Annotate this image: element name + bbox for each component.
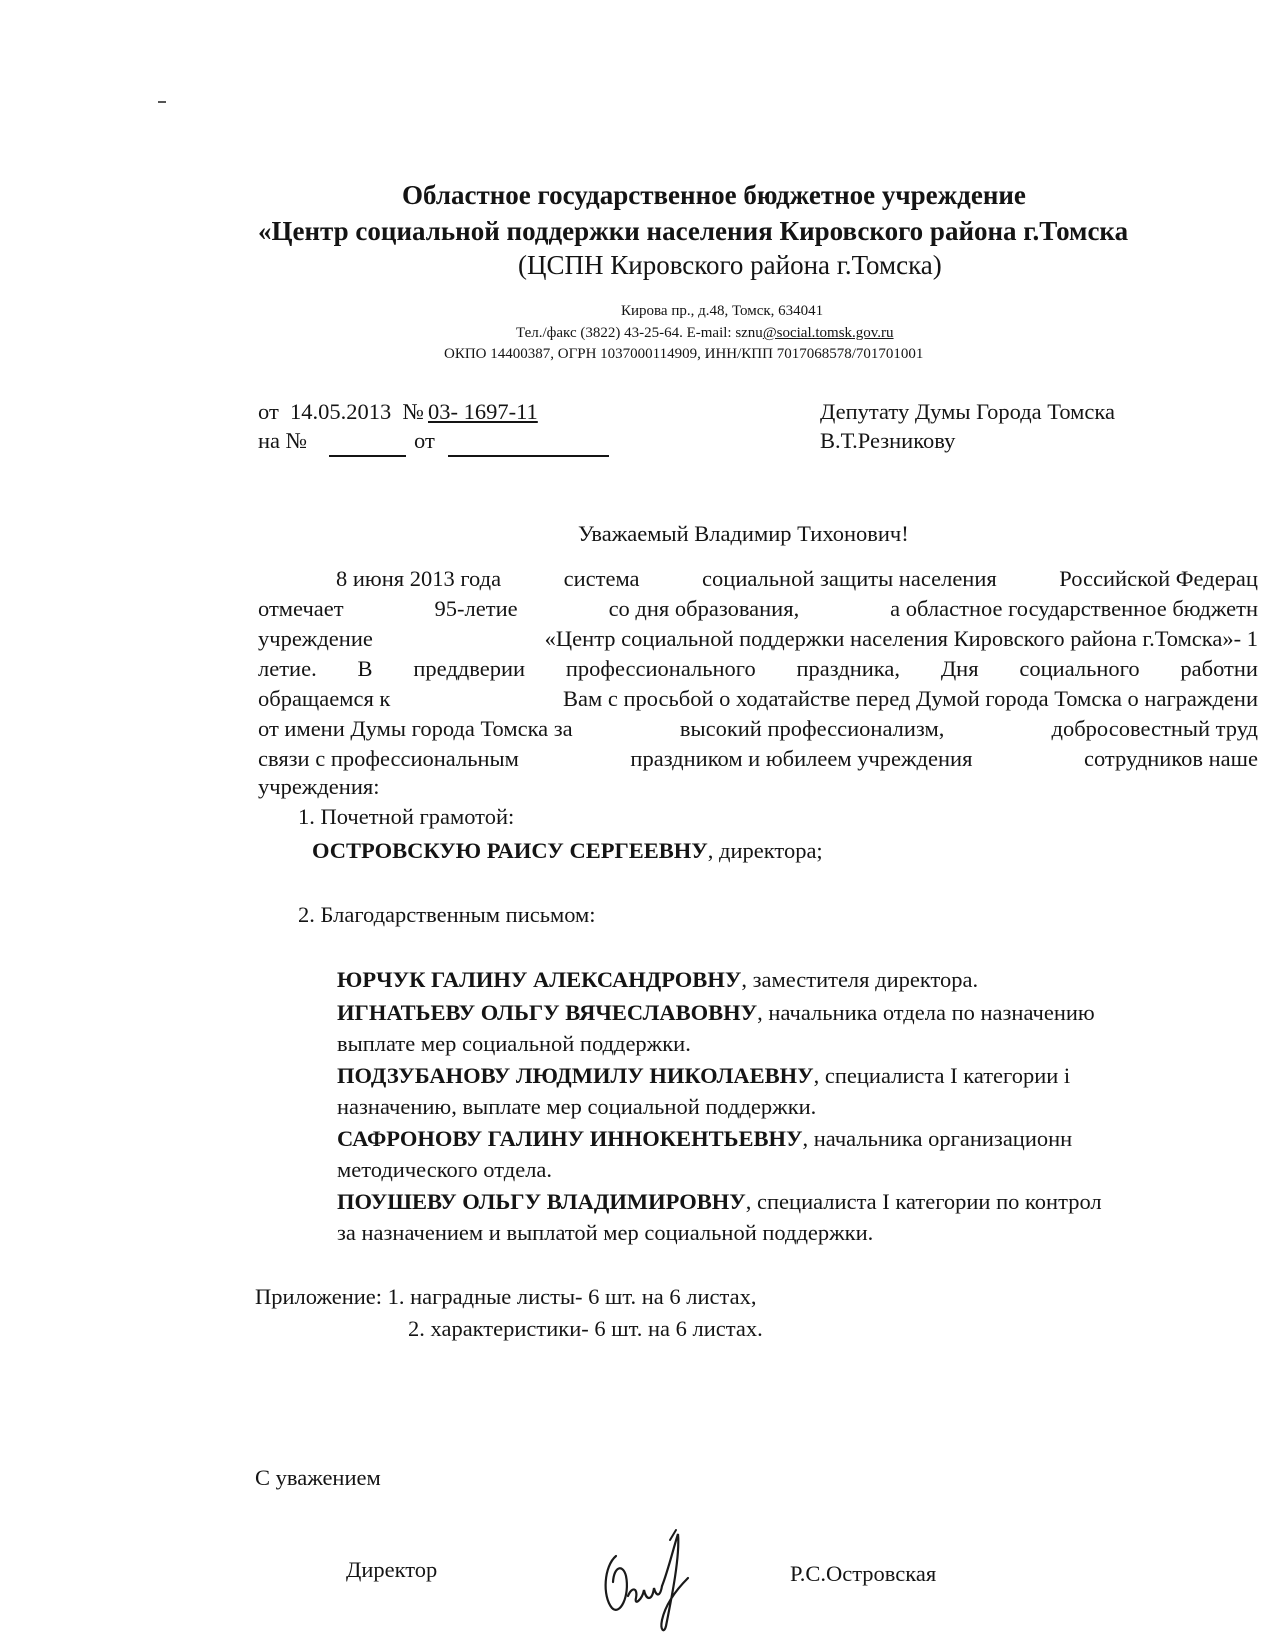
letter-date: 14.05.2013 — [290, 399, 392, 424]
body-word: сотрудников наше — [1083, 746, 1258, 771]
person-name: ЮРЧУК ГАЛИНУ АЛЕКСАНДРОВНУ — [337, 967, 742, 992]
body-word: от имени Думы города Томска за — [258, 716, 573, 741]
award2-person — [337, 1000, 1095, 1026]
outgoing-reference — [258, 399, 538, 425]
person-name: ИГНАТЬЕВУ ОЛЬГУ ВЯЧЕСЛАВОВНУ — [337, 1000, 758, 1025]
body-word: праздника, — [796, 656, 901, 681]
attachments-label: Приложение: — [255, 1284, 383, 1309]
body-word: Российской Федерац — [1059, 566, 1258, 591]
signature-image — [596, 1526, 711, 1636]
person-name: САФРОНОВУ ГАЛИНУ ИННОКЕНТЬЕВНУ — [337, 1126, 803, 1151]
body-word: праздником и юбилеем учреждения — [630, 746, 973, 771]
body-line — [258, 656, 1258, 686]
reply-date-blank — [448, 455, 609, 457]
award2-person — [337, 1063, 1070, 1089]
org-short-name: (ЦСПН Кировского района г.Томска) — [518, 250, 942, 280]
body-line — [258, 686, 1258, 716]
person-name: ПОУШЕВУ ОЛЬГУ ВЛАДИМИРОВНУ — [337, 1189, 746, 1214]
award1-title: 1. Почетной грамотой: — [298, 804, 515, 829]
org-codes: ОКПО 14400387, ОГРН 1037000114909, ИНН/КПП 7017068578/701701001 — [444, 346, 924, 362]
body-line — [258, 626, 1258, 656]
body-word: профессионального — [565, 656, 756, 681]
award1-name: ОСТРОВСКУЮ РАИСУ СЕРГЕЕВНУ — [312, 838, 708, 863]
closing-regards: С уважением — [255, 1465, 381, 1490]
signer-position: Директор — [346, 1557, 438, 1582]
reply-number-blank — [329, 455, 406, 457]
body-word: добросовестный труд — [1051, 716, 1258, 741]
body-word: летие. — [258, 656, 317, 681]
org-name-line2: «Центр социальной поддержки населения Кировского района г.Томска — [258, 216, 1129, 246]
body-line-last: учреждения: — [258, 774, 380, 799]
body-word: связи с профессиональным — [258, 746, 519, 771]
person-role: , заместителя директора. — [741, 967, 979, 992]
body-word: 95-летие — [434, 596, 518, 621]
body-word: Дня — [940, 656, 979, 681]
award2-title: 2. Благодарственным письмом: — [298, 902, 596, 927]
org-phone: Тел./факс (3822) 43-25-64. E-mail: sznu — [516, 325, 763, 341]
org-address: Кирова пр., д.48, Томск, 634041 — [621, 303, 824, 319]
person-name: ПОДЗУБАНОВУ ЛЮДМИЛУ НИКОЛАЕВНУ — [337, 1063, 814, 1088]
body-word: социального — [1019, 656, 1140, 681]
number-label: № — [402, 399, 425, 424]
award2-person — [337, 1126, 1072, 1152]
attachment-item: 1. наградные листы- 6 шт. на 6 листах, — [387, 1284, 757, 1309]
salutation: Уважаемый Владимир Тихонович! — [578, 521, 909, 546]
body-word: обращаемся к — [258, 686, 391, 711]
person-role-cont: за назначением и выплатой мер социальной поддержки. — [337, 1220, 874, 1245]
body-word: система — [563, 566, 640, 591]
letter-number: 03- 1697-11 — [428, 399, 538, 424]
org-email-link[interactable]: @social.tomsk.gov.ru — [762, 325, 894, 341]
body-word: Вам с просьбой о ходатайстве перед Думой города Томска о награждени — [562, 686, 1258, 711]
body-line — [258, 746, 1258, 776]
body-word: отмечает — [258, 596, 344, 621]
reply-from-label: от — [414, 428, 435, 453]
signer-name: Р.С.Островская — [790, 1561, 937, 1586]
award1-person — [312, 838, 823, 864]
body-line — [258, 596, 1258, 626]
body-word: работни — [1180, 656, 1258, 681]
body-word: преддверии — [413, 656, 526, 681]
person-role: , начальника организационн — [802, 1126, 1073, 1151]
attachments-line1 — [255, 1284, 757, 1310]
org-contacts — [516, 325, 894, 342]
body-word: со дня образования, — [608, 596, 800, 621]
person-role-cont: назначению, выплате мер социальной поддержки. — [337, 1094, 817, 1119]
award2-person — [337, 967, 978, 993]
body-word: 8 июня 2013 года — [336, 566, 502, 591]
body-line — [258, 716, 1258, 746]
from-label: от — [258, 399, 279, 424]
body-word: «Центр социальной поддержки населения Кировского района г.Томска»- 1 — [544, 626, 1258, 651]
org-name-line1: Областное государственное бюджетное учреждение — [402, 180, 1026, 210]
recipient-name: В.Т.Резникову — [820, 428, 956, 453]
person-role: , специалиста I категории по контрол — [745, 1189, 1102, 1214]
reply-reference-label: на № — [258, 428, 308, 453]
body-word: учреждение — [258, 626, 373, 651]
body-word: В — [357, 656, 373, 681]
body-word: социальной защиты населения — [702, 566, 997, 591]
person-role-cont: выплате мер социальной поддержки. — [337, 1031, 691, 1056]
award1-role: , директора; — [707, 838, 823, 863]
person-role: , начальника отдела по назначению — [757, 1000, 1095, 1025]
body-word: высокий профессионализм, — [679, 716, 945, 741]
person-role-cont: методического отдела. — [337, 1157, 553, 1182]
body-word: а областное государственное бюджетн — [890, 596, 1258, 621]
scan-speck — [158, 101, 166, 103]
recipient-title: Депутату Думы Города Томска — [820, 399, 1115, 424]
attachment-item: 2. характеристики- 6 шт. на 6 листах. — [408, 1316, 763, 1341]
person-role: , специалиста I категории і — [813, 1063, 1071, 1088]
award2-person — [337, 1189, 1102, 1215]
body-line — [336, 566, 1258, 596]
